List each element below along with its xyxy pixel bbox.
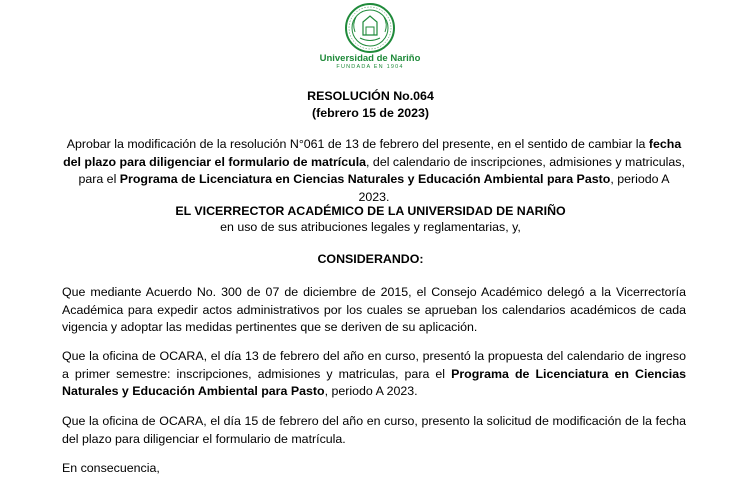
paragraph-2: Que la oficina de OCARA, el día 13 de febrero del año en curso, presentó la propuesta del calendario de ingreso a primer semestre: inscripciones, admisiones y matriculas, para el Programa de Licenciatura en Ciencias Naturales y Educación Ambiental para Pasto, periodo A 2023.	[62, 349, 686, 398]
logo-founded: FUNDADA EN 1904	[336, 64, 404, 70]
paragraph-3: Que la oficina de OCARA, el día 15 de febrero del año en curso, presento la solicitud de modificación de la fecha del plazo para diligenciar el formulario de matrícula.	[62, 414, 686, 446]
conclusion-text: En consecuencia,	[62, 461, 160, 475]
logo-university-name: Universidad de Nariño	[319, 53, 421, 64]
resolution-number: RESOLUCIÓN No.064	[307, 89, 434, 103]
resolution-date: (febrero 15 de 2023)	[311, 106, 430, 120]
considerando-heading: CONSIDERANDO:	[317, 252, 424, 266]
authority-title: EL VICERRECTOR ACADÉMICO DE LA UNIVERSIDAD DE NARIÑO	[175, 204, 566, 218]
paragraph-1: Que mediante Acuerdo No. 300 de 07 de diciembre de 2015, el Consejo Académico delegó a la Vicerrectoría Académica para expedir actos administrativos por los cuales se aprueban los calendarios académicos de cada vigencia y adoptar las medidas pertinentes que se deriven de su aplicación.	[62, 285, 686, 334]
resolution-summary: Aprobar la modificación de la resolución N°061 de 13 de febrero del presente, en el sentido de cambiar la fecha del plazo para diligenciar el formulario de matrícula, del calendario de inscripciones, admisiones y matriculas, para el Programa de Licenciatura en Ciencias Naturales y Educación Ambiental para Pasto, periodo A 2023.	[63, 137, 685, 204]
university-logo	[295, 2, 445, 78]
authority-subtitle: en uso de sus atribuciones legales y reglamentarias, y,	[220, 220, 521, 234]
university-seal-icon	[339, 2, 401, 54]
